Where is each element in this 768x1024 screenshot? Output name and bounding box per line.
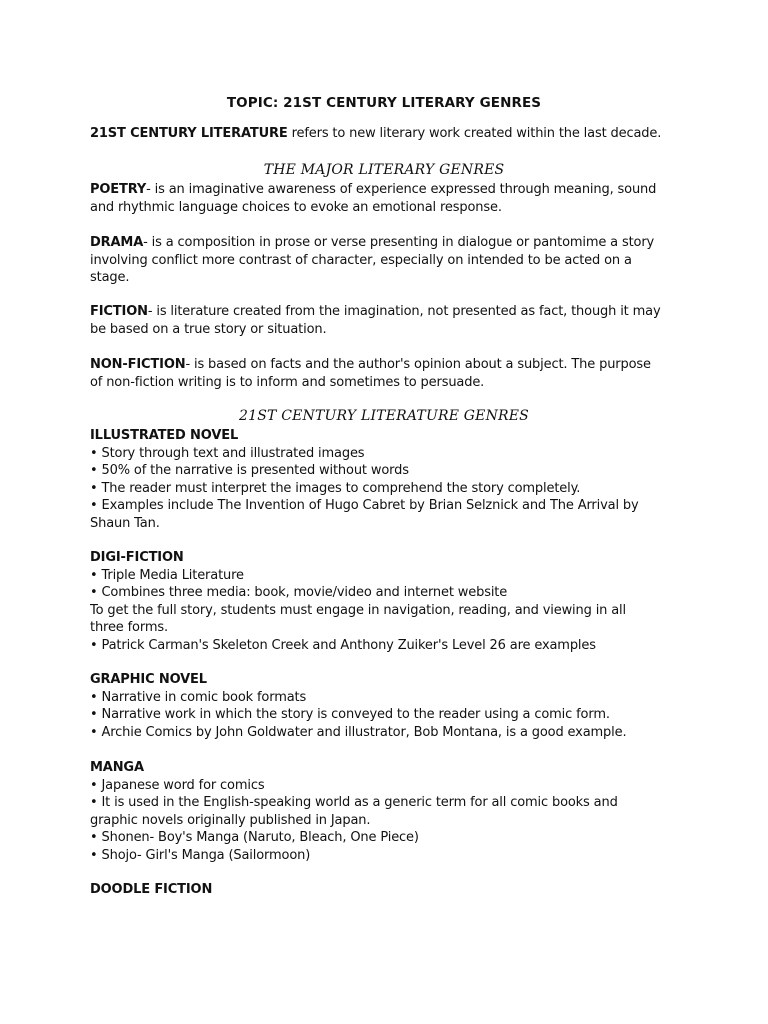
list-item: • Triple Media Literature [90, 567, 244, 583]
section-graphic-novel [90, 671, 690, 741]
list-item: • The reader must interpret the images to comprehend the story completely. [90, 480, 581, 496]
intro-paragraph [90, 125, 690, 143]
list-item: • Japanese word for comics [90, 777, 265, 793]
graphic-novel-title: GRAPHIC NOVEL [90, 672, 207, 687]
list-item: • Narrative in comic book formats [90, 689, 307, 705]
genre-poetry [90, 181, 690, 216]
intro-definition: refers to new literary work created within the last decade. [287, 126, 662, 141]
genre-drama [90, 234, 690, 287]
digi-fiction-title: DIGI-FICTION [90, 550, 184, 565]
genre-poetry-term: POETRY [90, 182, 147, 197]
section-doodle-fiction [90, 881, 690, 899]
illustrated-novel-title: ILLUSTRATED NOVEL [90, 428, 239, 443]
major-genres-heading: THE MAJOR LITERARY GENRES [263, 162, 505, 178]
intro-line [90, 125, 690, 143]
list-item: • Narrative work in which the story is conveyed to the reader using a comic form. [90, 707, 610, 722]
list-item: • Shojo- Girl's Manga (Sailormoon) [90, 847, 311, 863]
list-item: • Shonen- Boy's Manga (Naruto, Bleach, One Piece) [90, 830, 419, 845]
genre-fiction-term: FICTION [90, 304, 148, 319]
genre-non-fiction-line-1 [90, 356, 690, 374]
genre-drama-line-2: involving conflict more contrast of character, especially on intended to be acted on a [90, 252, 632, 268]
list-item-continued: three forms. [90, 620, 168, 635]
genre-fiction-line-2: be based on a true story or situation. [90, 321, 327, 337]
genre-drama-text-1: - is a composition in prose or verse presenting in dialogue or pantomime a story [143, 235, 655, 250]
doodle-fiction-title: DOODLE FICTION [90, 882, 213, 897]
genre-poetry-text-1: - is an imaginative awareness of experience expressed through meaning, sound [146, 182, 657, 197]
page-title: TOPIC: 21ST CENTURY LITERARY GENRES [226, 95, 542, 111]
list-item: • Archie Comics by John Goldwater and illustrator, Bob Montana, is a good example. [90, 724, 627, 740]
list-item-continued: graphic novels originally published in Japan. [90, 812, 371, 828]
genre-non-fiction [90, 356, 690, 391]
list-item: • Patrick Carman's Skeleton Creek and Anthony Zuiker's Level 26 are examples [90, 637, 596, 653]
list-item: To get the full story, students must engage in navigation, reading, and viewing in all [90, 602, 626, 618]
list-item: • 50% of the narrative is presented without words [90, 463, 409, 478]
manga-title: MANGA [90, 760, 144, 775]
genre-non-fiction-text-1: - is based on facts and the author's opinion about a subject. The purpose [185, 357, 651, 372]
section-illustrated-novel [90, 427, 690, 532]
list-item: • Combines three media: book, movie/video and internet website [90, 585, 508, 600]
genre-non-fiction-term: NON-FICTION [90, 357, 186, 372]
genre-fiction [90, 303, 690, 338]
list-item: • Examples include The Invention of Hugo Cabret by Brian Selznick and The Arrival by [90, 498, 639, 513]
genre-poetry-line-1 [90, 181, 690, 199]
section-manga [90, 759, 690, 864]
century-genres-heading: 21ST CENTURY LITERATURE GENRES [239, 408, 529, 424]
genre-drama-term: DRAMA [90, 235, 144, 250]
list-item-continued: Shaun Tan. [90, 515, 160, 531]
genre-poetry-line-2: and rhythmic language choices to evoke an emotional response. [90, 199, 502, 215]
genre-fiction-text-1: - is literature created from the imagination, not presented as fact, though it may [147, 304, 661, 319]
genre-non-fiction-line-2: of non-fiction writing is to inform and sometimes to persuade. [90, 374, 485, 390]
list-item: • Story through text and illustrated images [90, 445, 365, 461]
genre-drama-line-3: stage. [90, 270, 130, 285]
list-item: • It is used in the English-speaking world as a generic term for all comic books and [90, 795, 618, 810]
section-digi-fiction [90, 549, 690, 654]
genre-drama-line-1 [90, 234, 690, 252]
intro-term: 21ST CENTURY LITERATURE [90, 126, 288, 141]
genre-fiction-line-1 [90, 303, 690, 321]
